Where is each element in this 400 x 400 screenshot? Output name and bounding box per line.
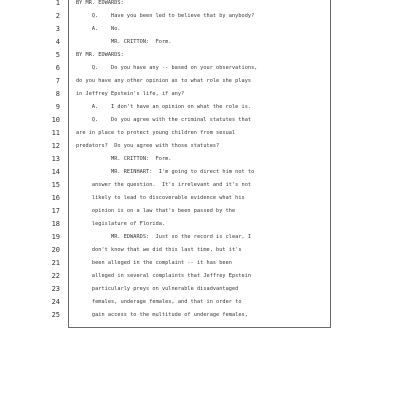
- line-number: 8: [55, 90, 60, 98]
- line-number: 14: [51, 168, 60, 176]
- transcript-line: [0, 23, 400, 36]
- line-number: 18: [51, 220, 60, 228]
- line-number: 19: [51, 233, 60, 241]
- transcript-line: [0, 88, 400, 101]
- transcript-line: [0, 270, 400, 283]
- transcript-line: [0, 62, 400, 75]
- transcript-line: [0, 166, 400, 179]
- line-number: 11: [51, 129, 60, 137]
- line-text: Q. Do you have any -- based on your observations,: [76, 65, 258, 71]
- line-number: 7: [55, 77, 60, 85]
- line-text: MR. CRITTON: Form.: [76, 39, 172, 45]
- line-text: particularly preys on vulnerable disadvantaged: [76, 286, 239, 292]
- line-text: are in place to protect young children from sexual: [76, 130, 236, 136]
- transcript-line: [0, 153, 400, 166]
- line-text: answer the question. It's irrelevant and it's not: [76, 182, 252, 188]
- line-number: 16: [51, 194, 60, 202]
- line-number: 15: [51, 181, 60, 189]
- transcript-line: [0, 192, 400, 205]
- transcript-line: [0, 114, 400, 127]
- line-text: BY MR. EDWARDS:: [76, 52, 124, 58]
- line-text: A. No.: [76, 26, 121, 32]
- line-number: 1: [55, 0, 60, 7]
- line-text: MR. CRITTON: Form.: [76, 156, 172, 162]
- line-text: likely to lead to discoverable evidence what his: [76, 195, 245, 201]
- line-text: alleged in several complaints that Jeffrey Epstein: [76, 273, 252, 279]
- line-number: 5: [55, 51, 60, 59]
- line-text: Q. Have you been led to believe that by anybody?: [76, 13, 255, 19]
- transcript-line: [0, 49, 400, 62]
- line-number: 9: [55, 103, 60, 111]
- transcript-line: [0, 127, 400, 140]
- transcript-line: [0, 140, 400, 153]
- transcript-line: [0, 179, 400, 192]
- line-number: 23: [51, 285, 60, 293]
- line-text: been alleged in the complaint -- it has been: [76, 260, 232, 266]
- line-text: females, underage females, and that in order to: [76, 299, 242, 305]
- line-number: 22: [51, 272, 60, 280]
- line-number: 24: [51, 298, 60, 306]
- line-number: 12: [51, 142, 60, 150]
- line-number: 3: [55, 25, 60, 33]
- line-text: MR. EDWARDS: Just so the record is clear, I: [76, 234, 252, 240]
- line-number: 13: [51, 155, 60, 163]
- line-number: 10: [51, 116, 60, 124]
- line-number: 2: [55, 12, 60, 20]
- transcript-line: [0, 101, 400, 114]
- transcript-line: [0, 36, 400, 49]
- transcript-line: [0, 231, 400, 244]
- line-text: BY MR. EDWARDS:: [76, 0, 124, 6]
- line-number: 21: [51, 259, 60, 267]
- line-text: opinion is on a law that's been passed by the: [76, 208, 236, 214]
- line-text: legislature of Florida.: [76, 221, 166, 227]
- transcript-line: [0, 10, 400, 23]
- line-text: gain access to the multitude of underage females,: [76, 312, 248, 318]
- transcript-line: [0, 218, 400, 231]
- line-text: MR. REINHART: I'm going to direct him not to: [76, 169, 255, 175]
- transcript-line: [0, 309, 400, 322]
- transcript-line: [0, 296, 400, 309]
- line-number: 20: [51, 246, 60, 254]
- line-text: do you have any other opinion as to what role she plays: [76, 78, 252, 84]
- line-text: Q. Do you agree with the criminal statutes that: [76, 117, 252, 123]
- line-text: in Jeffrey Epstein's life, if any?: [76, 91, 185, 97]
- transcript-line: [0, 244, 400, 257]
- line-number: 6: [55, 64, 60, 72]
- line-number: 25: [51, 311, 60, 319]
- line-text: predators? Do you agree with those statutes?: [76, 143, 220, 149]
- transcript-line: [0, 205, 400, 218]
- transcript-line: [0, 283, 400, 296]
- transcript-line: [0, 0, 400, 10]
- transcript-line: [0, 75, 400, 88]
- line-text: A. I don't have an opinion on what the role is.: [76, 104, 252, 110]
- transcript-line: [0, 257, 400, 270]
- line-text: don't know that we did this last time, but it's: [76, 247, 242, 253]
- line-number: 4: [55, 38, 60, 46]
- line-number: 17: [51, 207, 60, 215]
